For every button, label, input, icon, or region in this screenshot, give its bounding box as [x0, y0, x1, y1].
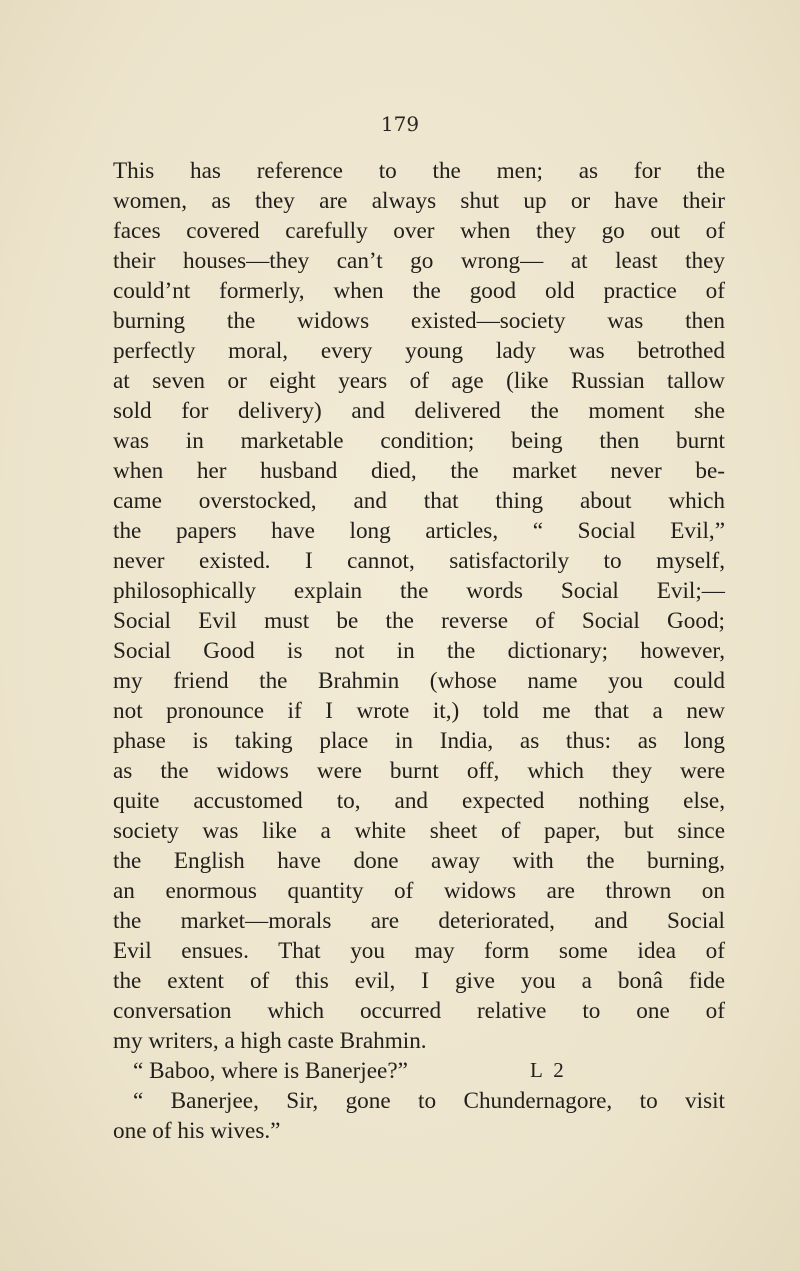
text-line: was in marketable condition; being then burnt	[113, 428, 725, 454]
text-line: never existed. I cannot, satisfactorily to myself,	[113, 548, 725, 574]
text-line: the market—morals are deteriorated, and Social	[113, 908, 725, 934]
text-line: perfectly moral, every young lady was betrothed	[113, 338, 725, 364]
text-line: came overstocked, and that thing about which	[113, 488, 725, 514]
signature-mark: L 2	[530, 1058, 567, 1082]
text-line: their houses—they can’t go wrong— at least they	[113, 248, 725, 274]
text-line: an enormous quantity of widows are thrown on	[113, 878, 725, 904]
page-number: 179	[380, 112, 420, 136]
text-line: phase is taking place in India, as thus: as long	[113, 728, 725, 754]
text-line: Social Good is not in the dictionary; however,	[113, 638, 725, 664]
text-line: as the widows were burnt off, which they were	[113, 758, 725, 784]
text-line: not pronounce if I wrote it,) told me that a new	[113, 698, 725, 724]
text-line: could’nt formerly, when the good old practice of	[113, 278, 725, 304]
text-line: at seven or eight years of age (like Russian tallow	[113, 368, 725, 394]
text-line: conversation which occurred relative to one of	[113, 998, 725, 1024]
text-line: when her husband died, the market never be-	[113, 458, 725, 484]
text-line: one of his wives.”	[113, 1118, 281, 1144]
text-line: sold for delivery) and delivered the moment she	[113, 398, 725, 424]
text-line: the extent of this evil, I give you a bonâ fide	[113, 968, 725, 994]
text-line: women, as they are always shut up or have their	[113, 188, 725, 214]
text-line: philosophically explain the words Social Evil;—	[113, 578, 725, 604]
text-line: faces covered carefully over when they go out of	[113, 218, 725, 244]
text-line: This has reference to the men; as for the	[113, 158, 725, 184]
text-line: quite accustomed to, and expected nothing else,	[113, 788, 725, 814]
text-line: society was like a white sheet of paper, but since	[113, 818, 725, 844]
dialogue-line: “ Banerjee, Sir, gone to Chundernagore, to visit	[133, 1088, 725, 1114]
text-line: my writers, a high caste Brahmin.	[113, 1028, 427, 1054]
text-line: the papers have long articles, “ Social Evil,”	[113, 518, 725, 544]
dialogue-line: “ Baboo, where is Banerjee?”	[133, 1058, 408, 1084]
text-line: Evil ensues. That you may form some idea of	[113, 938, 725, 964]
text-line: burning the widows existed—society was then	[113, 308, 725, 334]
text-line: the English have done away with the burning,	[113, 848, 725, 874]
body-text	[113, 156, 725, 1146]
text-line: Social Evil must be the reverse of Social Good;	[113, 608, 725, 634]
text-line: my friend the Brahmin (whose name you could	[113, 668, 725, 694]
